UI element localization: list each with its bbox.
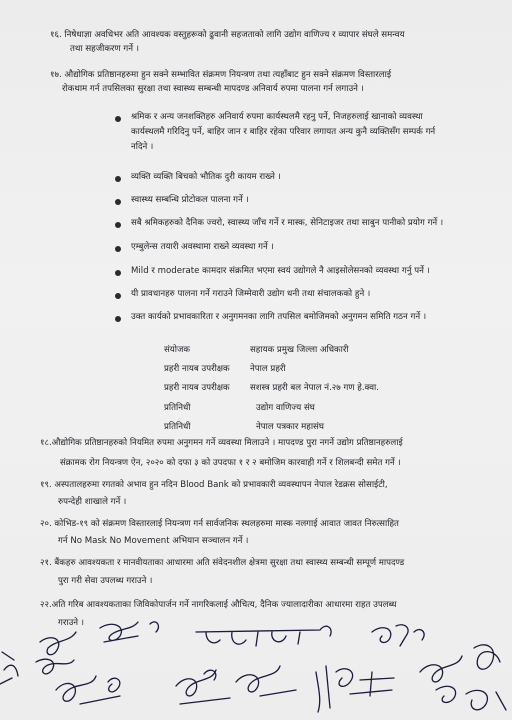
- bullet-4: सबै श्रमिकहरुको दैनिक ज्वरो, स्वास्थ्य जाँच गर्ने र मास्क, सेनिटाइजर तथा साबुन पानीको प्रयोग गर्ने ।: [131, 218, 444, 228]
- signature-3: [100, 622, 158, 642]
- signature-11: [466, 645, 506, 710]
- bullet-1-line-1: श्रमिक र अन्य जनशक्तिहरु अनिवार्य रुपमा कार्यस्थलमै रहनु पर्ने, निजहरुलाई खानाको व्यवस्था: [131, 112, 423, 122]
- signature-5: [196, 626, 331, 646]
- bullet-dot: [115, 270, 121, 276]
- bullet-dot: [115, 116, 121, 122]
- signature-9: [372, 625, 424, 646]
- bullet-2: व्यक्ति व्यक्ति बिचको भौतिक दुरी कायम राख्ने ।: [131, 172, 281, 182]
- bullet-dot: [115, 222, 121, 228]
- committee-member: सहायक प्रमुख जिल्ला अधिकारी: [250, 345, 349, 355]
- bullet-5: एम्बुलेन्स तयारी अवस्थामा राख्ने व्यवस्था गर्ने ।: [131, 242, 274, 252]
- item-19-line-1: १९. अस्पतालहरुमा रगतको अभाव हुन नदिन Blood Bank को प्रभावकारी व्यवस्थापन नेपाल रेडक्रस सोसाईटी,: [40, 480, 388, 490]
- committee-role: प्रतिनिधी: [164, 403, 191, 413]
- item-20-line-2: गर्न No Mask No Movement अभियान सञ्चालन गर्ने ।: [58, 536, 249, 546]
- bullet-8: उक्त कार्यको प्रभावकारिता र अनुगमनका लागि तपसिल बमोजिमको अनुगमन समिति गठन गर्ने ।: [131, 312, 427, 322]
- item-18-line-2: संक्रामक रोग नियन्त्रण ऐन, २०२० को दफा ३ को उपदफा १ र २ बमोजिम कारवाही गर्ने र शिलबन्दी समेत गर्ने ।: [60, 458, 401, 468]
- committee-member: नेपाल पत्रकार महासंघ: [256, 422, 324, 432]
- bullet-dot: [115, 199, 121, 205]
- item-20-line-1: २०. कोभिड-१९ को संक्रमण विस्तारलाई नियन्त्रण गर्न सार्वजनिक स्थलहरुमा मास्क नलगाई आवात जावत निरुत्साहित: [40, 519, 399, 529]
- item-18-line-1: १८.औद्योगिक प्रतिष्ठानहरुको नियमित रुपमा अनुगमन गर्ने व्यवस्था मिलाउने । मापदण्ड पुरा नगर्ने उद्योग प्रतिष्ठानहरुलाई: [40, 438, 403, 448]
- item-17-line-2: रोकथाम गर्न तपसिलका सुरक्षा तथा स्वास्थ्य सम्बन्धी मापदण्ड अनिवार्य रुपमा पालना गर्न लगाउने ।: [62, 84, 364, 94]
- signature-6: [176, 670, 230, 704]
- committee-member: उद्योग वाणिज्य संघ: [256, 403, 315, 413]
- committee-role: प्रहरी नायब उपरीक्षक: [164, 364, 230, 374]
- bullet-dot: [115, 316, 121, 322]
- item-16-line-1: १६. निषेधाज्ञा अवधिभर अति आवश्यक वस्तुहरूको ढुवानी सहजताको लागि उद्योग वाणिज्य र व्यापार संघले समन्वय: [50, 30, 405, 40]
- bullet-6: Mild र moderate कामदार संक्रमित भएमा स्वयं उद्योगले नै आइसोलेसनको व्यवस्था गर्नु पर्ने ।: [131, 266, 430, 276]
- bullet-dot: [115, 176, 121, 182]
- bullet-3: स्वास्थ्य सम्बन्धि प्रोटोकल पालना गर्ने ।: [131, 195, 249, 205]
- item-21-line-2: पुरा गरी सेवा उपलब्ध गराउने ।: [58, 576, 153, 586]
- item-22-line-2: गराउने ।: [58, 618, 85, 628]
- signature-7: [236, 666, 296, 696]
- item-19-line-2: रुपन्देही शाखाले गर्ने ।: [58, 497, 127, 507]
- item-16-line-2: तथा सहजीकरण गर्ने ।: [70, 44, 139, 54]
- item-22-line-1: २२.अति गरिब आवश्यकताका जिविकोपार्जन गर्ने नागरिकलाई औचित्य, दैनिक ज्यालादारीका आधारमा राहत उपलब्ध: [40, 600, 397, 610]
- bullet-1-line-2: कार्यस्थलमै गरिदिनु पर्ने, बाहिर जान र बाहिर रहेका परिवार लगायत अन्य कुनै व्यक्तिसँग सम्पर्क गर्न: [131, 127, 436, 137]
- bullet-1-line-3: नदिने ।: [131, 142, 154, 152]
- item-21-line-1: २१. बैंकहरु आवश्यकता र मानवीयताका आधारमा अति संवेदनशील क्षेत्रमा सुरक्षा तथा स्वास्थ्य सम्बन्धी सम्पूर्ण मापदण्ड: [40, 558, 405, 568]
- committee-role: प्रहरी नायब उपरीक्षक: [164, 383, 230, 393]
- signature-4: [56, 676, 120, 704]
- signature-10: [420, 656, 462, 702]
- bullet-dot: [115, 246, 121, 252]
- item-17-line-1: १७. औद्योगिक प्रतिष्ठानहरुमा हुन सक्ने सम्भावित संक्रमण नियन्त्रण तथा त्यहाँबाट हुन सक्ने संक्रमण विस्तारलाई: [50, 70, 392, 80]
- committee-role: संयोजक: [164, 345, 190, 355]
- signature-2: [36, 632, 76, 674]
- signature-8: [316, 666, 394, 712]
- bullet-dot: [115, 293, 121, 299]
- committee-role: प्रतिनिधी: [164, 422, 191, 432]
- signatures-area: [0, 612, 512, 720]
- committee-member: नेपाल प्रहरी: [250, 364, 286, 374]
- committee-member: सशस्त्र प्रहरी बल नेपाल नं.२७ गण हे.क्वा.: [250, 383, 379, 393]
- signature-1: [0, 652, 18, 684]
- bullet-7: यी प्रावधानहरु पालना गर्ने गराउने जिम्मेवारी उद्योग धनी तथा संचालकको हुने ।: [131, 289, 371, 299]
